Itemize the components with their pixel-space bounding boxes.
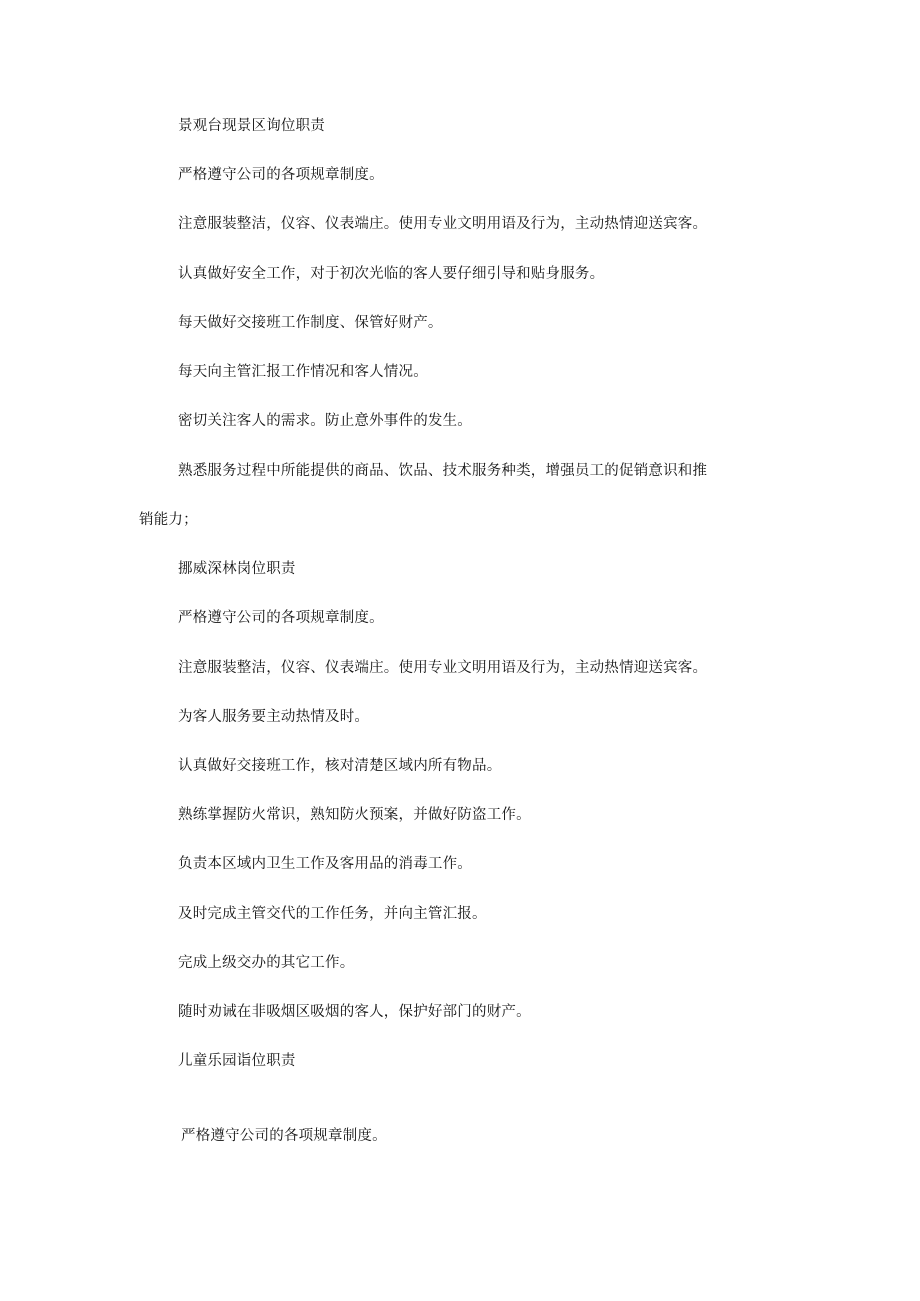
section-heading: 景观台现景区询位职责 — [178, 118, 325, 134]
section-heading: 挪威深林岗位职责 — [178, 561, 296, 577]
duty-item: 注意服装整洁，仪容、仪表端庄。使用专业文明用语及行为，主动热情迎送宾客。 — [178, 660, 708, 676]
duty-item: 注意服装整洁，仪容、仪表端庄。使用专业文明用语及行为，主动热情迎送宾客。 — [178, 216, 708, 232]
duty-item: 严格遵守公司的各项规章制度。 — [181, 1128, 387, 1144]
duty-item: 负责本区域内卫生工作及客用品的消毒工作。 — [178, 856, 472, 872]
duty-item: 随时劝诫在非吸烟区吸烟的客人，保护好部门的财产。 — [178, 1004, 531, 1020]
duty-item: 熟练掌握防火常识，熟知防火预案，并做好防盗工作。 — [178, 807, 531, 823]
duty-item: 密切关注客人的需求。防止意外事件的发生。 — [178, 413, 472, 429]
duty-item: 认真做好安全工作，对于初次光临的客人要仔细引导和贴身服务。 — [178, 266, 605, 282]
duty-item: 认真做好交接班工作，核对清楚区域内所有物品。 — [178, 758, 502, 774]
duty-item: 每天做好交接班工作制度、保管好财产。 — [178, 315, 443, 331]
duty-item: 熟悉服务过程中所能提供的商品、饮品、技术服务种类，增强员工的促销意识和推 — [178, 463, 708, 479]
duty-item: 严格遵守公司的各项规章制度。 — [178, 167, 384, 183]
duty-item-continuation: 销能力； — [139, 512, 198, 528]
duty-item: 每天向主管汇报工作情况和客人情况。 — [178, 364, 428, 380]
duty-item: 及时完成主管交代的工作任务，并向主管汇报。 — [178, 906, 487, 922]
duty-item: 完成上级交办的其它工作。 — [178, 955, 355, 971]
duty-item: 严格遵守公司的各项规章制度。 — [178, 610, 384, 626]
section-heading: 儿童乐园诣位职责 — [178, 1053, 296, 1069]
duty-item: 为客人服务要主动热情及时。 — [178, 709, 370, 725]
